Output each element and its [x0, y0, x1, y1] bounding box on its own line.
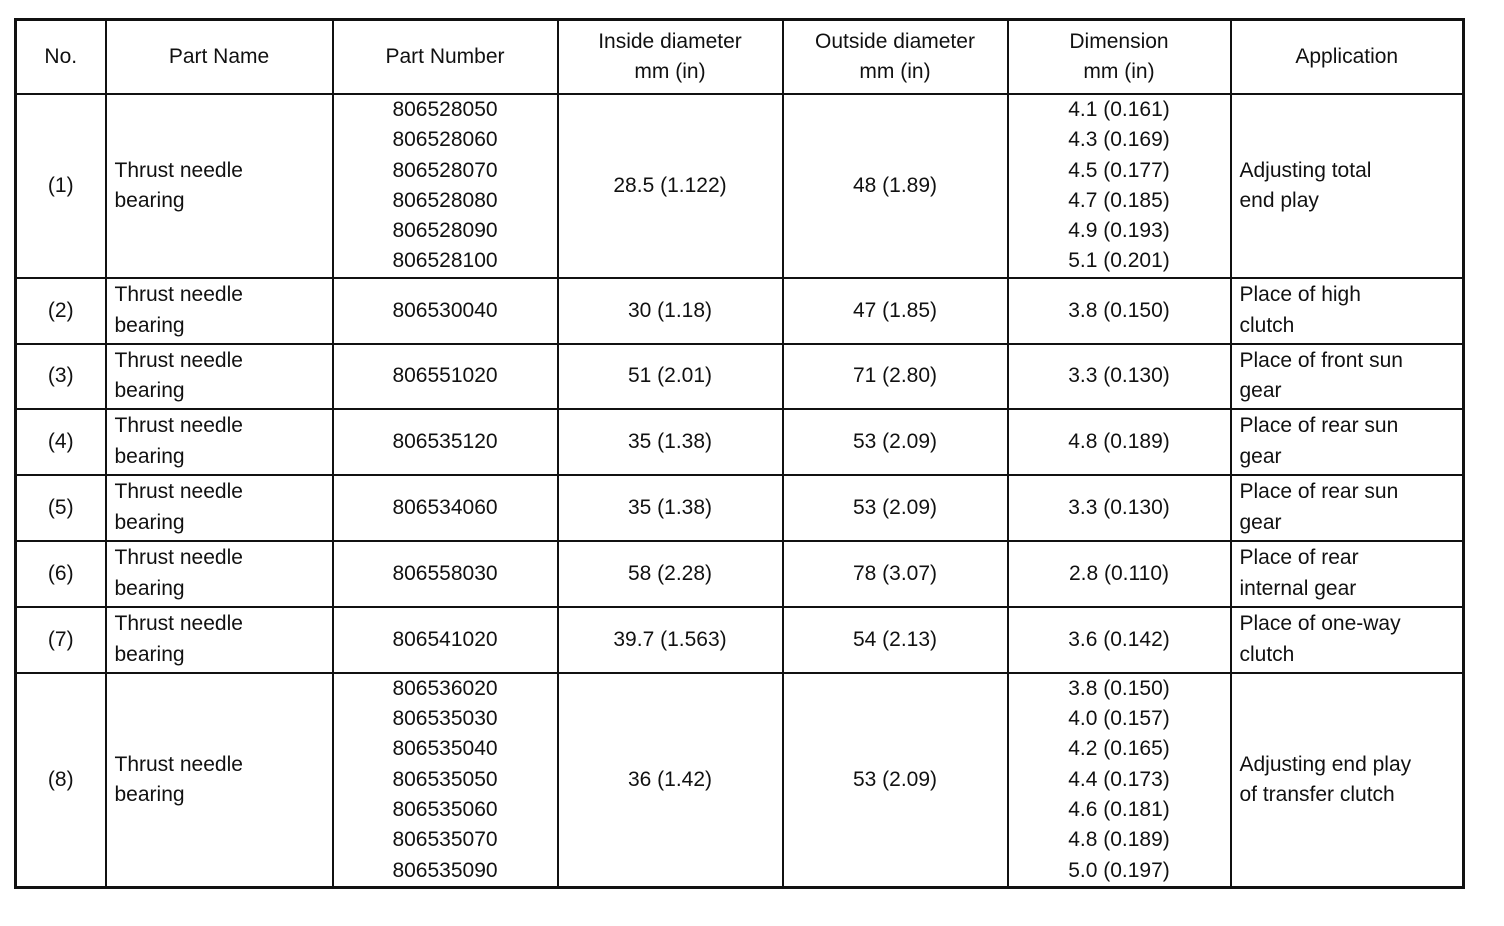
part-name-line: Thrust needle [114, 414, 243, 438]
part-name [106, 94, 333, 278]
header-part-number: Part Number [333, 20, 558, 95]
application-line: Adjusting total [1239, 158, 1372, 182]
dimension-value: 5.1 (0.201) [1068, 249, 1170, 273]
application-line: Place of front sun [1239, 348, 1403, 372]
outside-diameter: 53 (2.09) [783, 475, 1008, 541]
application-line: Place of rear sun [1239, 480, 1399, 504]
header-no: No. [16, 20, 106, 95]
row-number: (4) [16, 409, 106, 475]
application [1231, 409, 1464, 475]
inside-diameter: 51 (2.01) [558, 344, 783, 409]
part-name-line: bearing [114, 379, 185, 403]
application-line: Place of high [1239, 283, 1361, 307]
dimension-value: 4.6 (0.181) [1068, 797, 1170, 821]
part-number: 806528060 [392, 128, 498, 152]
dimension-value: 3.3 (0.130) [1068, 364, 1170, 388]
part-numbers [333, 673, 558, 888]
application [1231, 344, 1464, 409]
part-number: 806535060 [392, 797, 498, 821]
application [1231, 475, 1464, 541]
part-number: 806541020 [392, 627, 498, 651]
application-line: Place of one-way [1239, 612, 1401, 636]
application-line: end play [1239, 188, 1319, 212]
part-number: 806528070 [392, 158, 498, 182]
inside-diameter: 30 (1.18) [558, 278, 783, 344]
table-row [16, 541, 1464, 607]
part-name-line: Thrust needle [114, 348, 243, 372]
dimensions [1008, 475, 1231, 541]
row-number: (6) [16, 541, 106, 607]
part-number: 806535030 [392, 707, 498, 731]
header-outside-diameter-unit: mm (in) [859, 60, 931, 83]
part-name-line: Thrust needle [114, 283, 243, 307]
dimension-value: 4.7 (0.185) [1068, 188, 1170, 212]
header-outside-diameter [783, 20, 1008, 95]
part-numbers [333, 94, 558, 278]
table-row [16, 278, 1464, 344]
header-outside-diameter-label: Outside diameter [815, 29, 975, 53]
header-application: Application [1231, 20, 1464, 95]
part-name [106, 607, 333, 673]
outside-diameter: 53 (2.09) [783, 673, 1008, 888]
part-name [106, 475, 333, 541]
outside-diameter: 48 (1.89) [783, 94, 1008, 278]
application-line: gear [1239, 444, 1282, 468]
part-numbers [333, 607, 558, 673]
header-dimension-unit: mm (in) [1083, 60, 1155, 83]
application [1231, 278, 1464, 344]
dimension-value: 4.4 (0.173) [1068, 767, 1170, 791]
part-number: 806530040 [392, 298, 498, 322]
dimension-value: 4.0 (0.157) [1068, 707, 1170, 731]
dimension-value: 4.9 (0.193) [1068, 219, 1170, 243]
part-numbers [333, 344, 558, 409]
dimensions [1008, 673, 1231, 888]
dimensions [1008, 94, 1231, 278]
application-line: Place of rear [1239, 546, 1359, 570]
application [1231, 541, 1464, 607]
inside-diameter: 35 (1.38) [558, 409, 783, 475]
part-number: 806535040 [392, 737, 498, 761]
part-number: 806535050 [392, 767, 498, 791]
part-number: 806528080 [392, 188, 498, 212]
row-number: (7) [16, 607, 106, 673]
table-row [16, 409, 1464, 475]
table-body [16, 94, 1464, 887]
dimensions [1008, 409, 1231, 475]
part-name-line: Thrust needle [114, 546, 243, 570]
inside-diameter: 58 (2.28) [558, 541, 783, 607]
part-number: 806551020 [392, 364, 498, 388]
application-line: gear [1239, 510, 1282, 534]
application [1231, 607, 1464, 673]
header-row [16, 20, 1464, 95]
outside-diameter: 71 (2.80) [783, 344, 1008, 409]
inside-diameter: 35 (1.38) [558, 475, 783, 541]
part-number: 806528050 [392, 98, 498, 121]
thrust-bearing-spec-table [14, 18, 1465, 889]
inside-diameter: 36 (1.42) [558, 673, 783, 888]
dimension-value: 2.8 (0.110) [1068, 561, 1169, 585]
dimensions [1008, 541, 1231, 607]
table-row [16, 475, 1464, 541]
part-name-line: Thrust needle [114, 752, 243, 776]
dimension-value: 4.1 (0.161) [1068, 98, 1170, 121]
part-name-line: Thrust needle [114, 612, 243, 636]
spec-table-container [14, 18, 1462, 889]
outside-diameter: 54 (2.13) [783, 607, 1008, 673]
dimensions [1008, 344, 1231, 409]
application [1231, 94, 1464, 278]
header-inside-diameter-label: Inside diameter [598, 29, 742, 53]
part-number: 806535070 [392, 828, 498, 852]
application-line: internal gear [1239, 576, 1357, 600]
part-name-line: bearing [114, 444, 185, 468]
part-name-line: Thrust needle [114, 480, 243, 504]
part-numbers [333, 541, 558, 607]
part-name-line: bearing [114, 313, 185, 337]
part-numbers [333, 409, 558, 475]
part-numbers [333, 475, 558, 541]
header-inside-diameter-unit: mm (in) [634, 60, 706, 83]
part-number: 806535090 [392, 858, 498, 882]
part-number: 806534060 [392, 495, 498, 519]
dimensions [1008, 278, 1231, 344]
row-number: (3) [16, 344, 106, 409]
row-number: (5) [16, 475, 106, 541]
header-inside-diameter [558, 20, 783, 95]
application-line: clutch [1239, 313, 1295, 337]
application-line: Place of rear sun [1239, 414, 1399, 438]
dimension-value: 4.8 (0.189) [1068, 828, 1170, 852]
dimension-value: 3.8 (0.150) [1068, 298, 1170, 322]
dimension-value: 5.0 (0.197) [1068, 858, 1170, 882]
part-number: 806528100 [392, 249, 498, 273]
application-line: Adjusting end play [1239, 752, 1412, 776]
row-number: (2) [16, 278, 106, 344]
part-name-line: Thrust needle [114, 158, 243, 182]
part-name-line: bearing [114, 510, 185, 534]
part-number: 806535120 [392, 429, 498, 453]
table-row [16, 673, 1464, 888]
header-dimension [1008, 20, 1231, 95]
application-line: gear [1239, 379, 1282, 403]
application-line: clutch [1239, 642, 1295, 666]
row-number: (8) [16, 673, 106, 888]
header-dimension-label: Dimension [1069, 29, 1169, 53]
part-name [106, 344, 333, 409]
outside-diameter: 47 (1.85) [783, 278, 1008, 344]
row-number: (1) [16, 94, 106, 278]
inside-diameter: 39.7 (1.563) [558, 607, 783, 673]
part-name-line: bearing [114, 188, 185, 212]
inside-diameter: 28.5 (1.122) [558, 94, 783, 278]
table-row [16, 94, 1464, 278]
dimension-value: 4.8 (0.189) [1068, 429, 1170, 453]
dimension-value: 4.2 (0.165) [1068, 737, 1170, 761]
dimension-value: 4.3 (0.169) [1068, 128, 1170, 152]
application [1231, 673, 1464, 888]
dimension-value: 4.5 (0.177) [1068, 158, 1170, 182]
part-number: 806528090 [392, 219, 498, 243]
outside-diameter: 53 (2.09) [783, 409, 1008, 475]
part-name-line: bearing [114, 576, 185, 600]
application-line: of transfer clutch [1239, 782, 1395, 806]
header-part-name: Part Name [106, 20, 333, 95]
dimension-value: 3.8 (0.150) [1068, 676, 1170, 700]
part-number: 806536020 [392, 676, 498, 700]
part-number: 806558030 [392, 561, 498, 585]
part-name [106, 673, 333, 888]
dimensions [1008, 607, 1231, 673]
part-name [106, 541, 333, 607]
part-name [106, 409, 333, 475]
table-row [16, 344, 1464, 409]
part-name-line: bearing [114, 642, 185, 666]
table-row [16, 607, 1464, 673]
dimension-value: 3.6 (0.142) [1068, 627, 1170, 651]
part-numbers [333, 278, 558, 344]
dimension-value: 3.3 (0.130) [1068, 495, 1170, 519]
part-name-line: bearing [114, 782, 185, 806]
outside-diameter: 78 (3.07) [783, 541, 1008, 607]
part-name [106, 278, 333, 344]
